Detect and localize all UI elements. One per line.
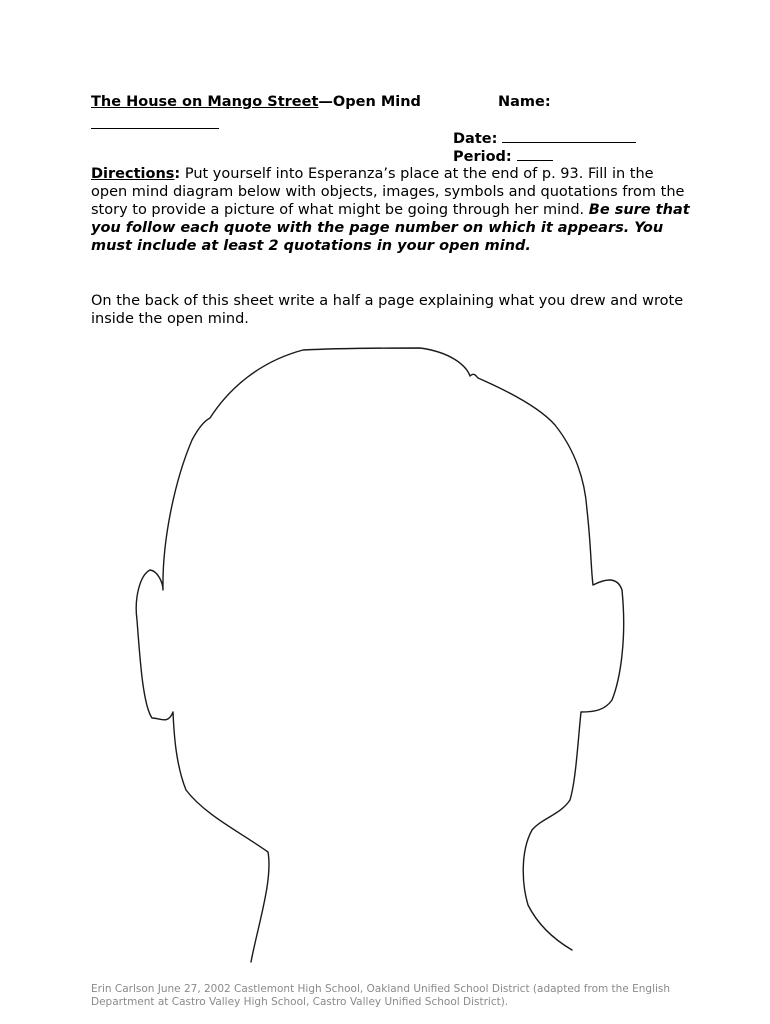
directions-label: Directions: [91, 166, 175, 182]
title-suffix: —Open Mind: [318, 94, 421, 110]
back-instructions: On the back of this sheet write a half a page explaining what you drew and wrote inside the open mind.: [91, 293, 684, 327]
book-title: The House on Mango Street: [91, 94, 319, 110]
date-label: Date:: [453, 131, 498, 147]
directions-colon: :: [174, 166, 181, 182]
period-label: Period:: [453, 149, 512, 165]
directions-emphasis: Be sure that you follow each quote with the page number on which it appears. You must include at least 2 quotations in your open mind.: [91, 202, 690, 254]
name-label: Name:: [498, 94, 551, 110]
directions-text: Put yourself into Esperanza’s place at the end of p. 93. Fill in the open mind diagram below with objects, images, symbols and quotations from the story to provide a picture of what might be going through her mind.: [91, 166, 685, 218]
footer-credit: Erin Carlson June 27, 2002 Castlemont High School, Oakland Unified School District (adapted from the English Department at Castro Valley High School, Castro Valley Unified School District).: [91, 983, 671, 1008]
head-outline-path: [136, 348, 623, 962]
